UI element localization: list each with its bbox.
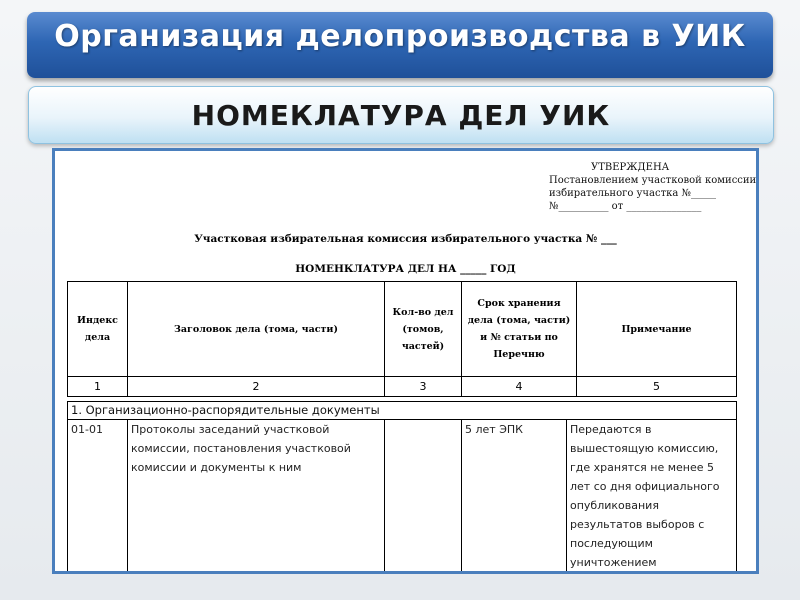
column-header-count: Кол-во дел (томов, частей) [385, 282, 462, 377]
column-number: 1 [68, 377, 128, 397]
section-title: 1. Организационно-распорядительные документы [68, 402, 737, 420]
slide-title-banner [27, 12, 773, 78]
approval-block [549, 161, 757, 213]
column-number: 4 [462, 377, 577, 397]
column-header-retention: Срок хранения дела (тома, части) и № статьи по Перечню [462, 282, 577, 377]
cell-heading: Протоколы заседаний участковой комиссии, постановления участковой комиссии и документы к ним [128, 420, 385, 575]
approval-line-2: избирательного участка №_____ [549, 188, 716, 199]
approval-header: УТВЕРЖДЕНА [591, 162, 670, 173]
column-number: 3 [385, 377, 462, 397]
cell-count [385, 420, 462, 575]
column-header-note: Примечание [577, 282, 737, 377]
cell-index: 01-01 [68, 420, 128, 575]
cell-retention: 5 лет ЭПК [462, 420, 567, 575]
approval-line-1: Постановлением участковой комиссии [549, 175, 757, 186]
column-numbers-row [68, 377, 737, 397]
nomenclature-title: НОМЕНКЛАТУРА ДЕЛ НА _____ ГОД [295, 263, 516, 275]
approval-line-3: №__________ от _______________ [549, 201, 702, 212]
cell-note: Передаются в вышестоящую комиссию, где хранятся не менее 5 лет со дня официального опубликования результатов выборов с последующим уничтожением [567, 420, 737, 575]
column-header-heading: Заголовок дела (тома, части) [128, 282, 385, 377]
column-header-index: Индекс дела [68, 282, 128, 377]
column-number: 5 [577, 377, 737, 397]
body-table [67, 401, 737, 574]
slide-subtitle: НОМЕКЛАТУРА ДЕЛ УИК [191, 98, 611, 132]
header-row [68, 282, 737, 377]
document-frame [52, 148, 759, 574]
commission-line: Участковая избирательная комиссия избирательного участка № ___ [194, 233, 617, 245]
slide-subtitle-banner [28, 86, 774, 144]
section-row [68, 402, 737, 420]
table-row [68, 420, 737, 575]
header-table [67, 281, 737, 397]
slide-title: Организация делопроизводства в УИК [54, 18, 746, 54]
column-number: 2 [128, 377, 385, 397]
document-page [55, 151, 756, 571]
